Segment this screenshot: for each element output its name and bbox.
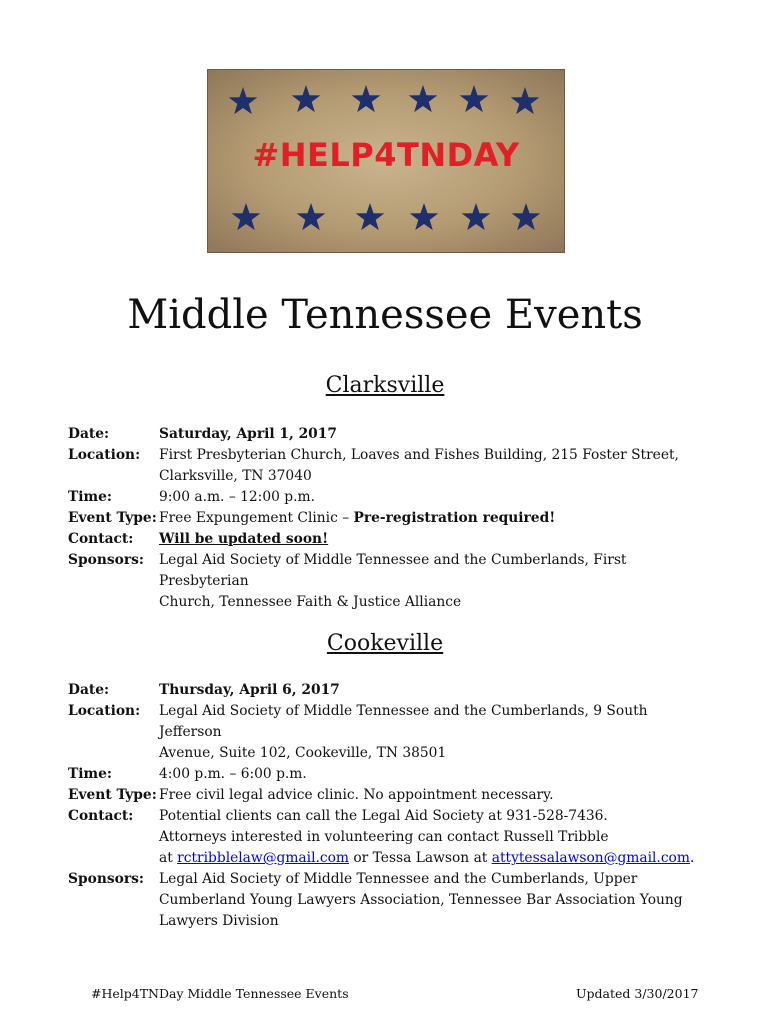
email-link-russell-tribble[interactable]: rctribblelaw@gmail.com: [177, 850, 349, 866]
sponsors-row: [68, 550, 708, 613]
location-line: Avenue, Suite 102, Cookeville, TN 38501: [159, 745, 447, 761]
date-row: [68, 424, 708, 445]
star-icon: [297, 203, 326, 230]
sponsors-label: Sponsors:: [68, 871, 144, 887]
location-line: Clarksville, TN 37040: [159, 468, 312, 484]
sponsors-row: [68, 869, 708, 932]
location-label: Location:: [68, 447, 141, 463]
location-line: First Presbyterian Church, Loaves and Fishes Building, 215 Foster Street,: [159, 447, 679, 463]
time-value: 9:00 a.m. – 12:00 p.m.: [159, 489, 315, 505]
location-label: Location:: [68, 703, 141, 719]
banner-hashtag: #HELP4TNDAY: [252, 136, 520, 174]
event-clarksville: [68, 424, 708, 613]
location-row: [68, 701, 708, 764]
event-type-value: Free civil legal advice clinic. No appointment necessary.: [159, 787, 554, 803]
city-heading-clarksville: Clarksville: [325, 373, 445, 398]
star-icon: [356, 203, 385, 230]
star-icon: [460, 85, 489, 112]
event-type-row: [68, 785, 708, 806]
location-row: [68, 445, 708, 487]
date-label: Date:: [68, 426, 110, 442]
time-row: [68, 487, 708, 508]
star-row-bottom: [208, 196, 564, 246]
sponsors-value: [159, 550, 708, 613]
star-icon: [462, 203, 491, 230]
sponsors-line: Lawyers Division: [159, 913, 279, 929]
sponsors-line: Cumberland Young Lawyers Association, Tennessee Bar Association Young: [159, 892, 683, 908]
star-icon: [229, 87, 258, 114]
date-label: Date:: [68, 682, 110, 698]
time-value: 4:00 p.m. – 6:00 p.m.: [159, 766, 307, 782]
event-type-label: Event Type:: [68, 510, 157, 526]
contact-line: Attorneys interested in volunteering can contact Russell Tribble: [159, 829, 609, 845]
contact-row: [68, 806, 708, 869]
sponsors-label: Sponsors:: [68, 552, 144, 568]
contact-line: Potential clients can call the Legal Aid Society at 931-528-7436.: [159, 808, 608, 824]
city-heading-cookeville: Cookeville: [326, 631, 444, 656]
time-label: Time:: [68, 489, 112, 505]
contact-label: Contact:: [68, 531, 134, 547]
sponsors-line: Legal Aid Society of Middle Tennessee and the Cumberlands, First Presbyterian: [159, 552, 627, 589]
event-type-label: Event Type:: [68, 787, 157, 803]
contact-end: .: [689, 850, 695, 866]
email-link-tessa-lawson[interactable]: attytessalawson@gmail.com: [491, 850, 690, 866]
contact-mid: or Tessa Lawson at: [348, 850, 492, 866]
footer-left: #Help4TNDay Middle Tennessee Events: [91, 986, 349, 1001]
contact-label: Contact:: [68, 808, 134, 824]
help4tnday-banner: [207, 69, 565, 253]
time-row: [68, 764, 708, 785]
contact-at: at: [159, 850, 178, 866]
event-type-value: [159, 508, 708, 529]
sponsors-value: [159, 869, 708, 932]
contact-row: [68, 529, 708, 550]
date-row: [68, 680, 708, 701]
event-type-text: Free Expungement Clinic –: [159, 510, 354, 526]
star-icon: [292, 85, 321, 112]
footer-right: Updated 3/30/2017: [576, 986, 699, 1001]
page-title: Middle Tennessee Events: [127, 292, 643, 338]
contact-value: [159, 806, 708, 869]
location-line: Legal Aid Society of Middle Tennessee and the Cumberlands, 9 South Jefferson: [159, 703, 648, 740]
date-value: Thursday, April 6, 2017: [159, 682, 340, 698]
sponsors-line: Legal Aid Society of Middle Tennessee and the Cumberlands, Upper: [159, 871, 638, 887]
location-value: [159, 445, 708, 487]
star-icon: [409, 85, 438, 112]
pre-registration-note: Pre-registration required!: [353, 510, 556, 526]
star-icon: [232, 203, 261, 230]
sponsors-line: Church, Tennessee Faith & Justice Alliance: [159, 594, 462, 610]
date-value: Saturday, April 1, 2017: [159, 426, 337, 442]
contact-value: Will be updated soon!: [159, 531, 329, 547]
star-icon: [410, 203, 439, 230]
event-type-row: [68, 508, 708, 529]
time-label: Time:: [68, 766, 112, 782]
location-value: [159, 701, 708, 764]
star-row-top: [208, 76, 564, 126]
star-icon: [512, 203, 541, 230]
star-icon: [511, 87, 540, 114]
event-cookeville: [68, 680, 708, 932]
star-icon: [352, 85, 381, 112]
